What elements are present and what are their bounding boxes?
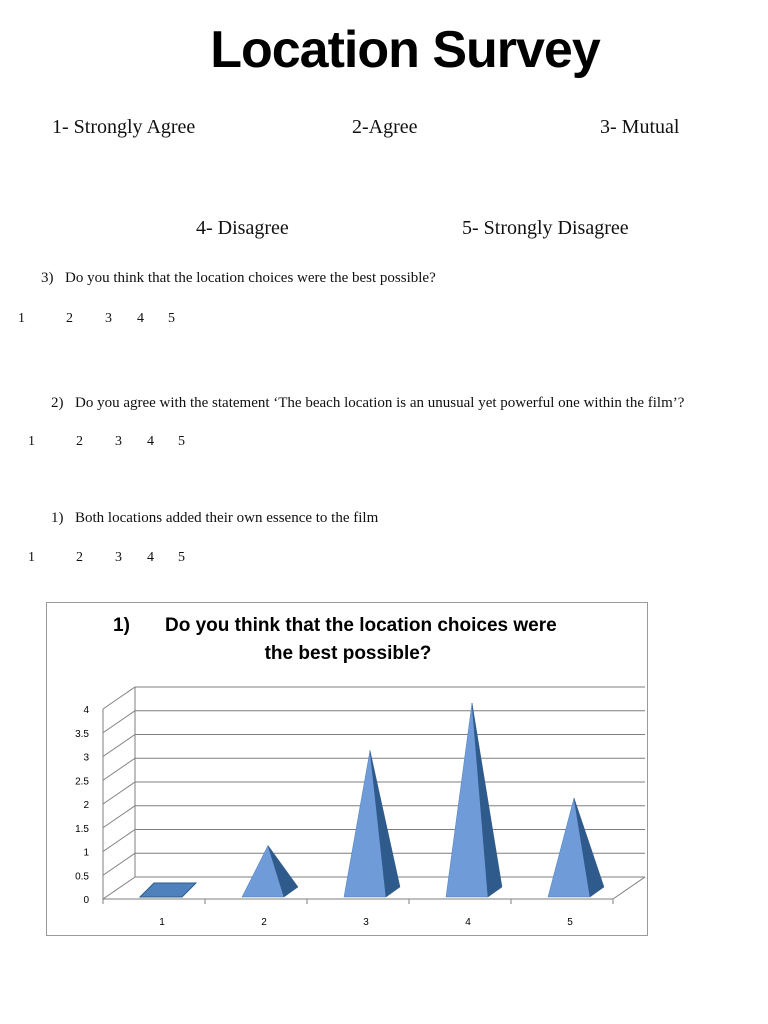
y-tick-label: 4 (83, 705, 89, 716)
rating-option[interactable]: 1 (28, 550, 35, 565)
question-text: Do you think that the location choices were the best possible? (65, 270, 436, 286)
pyramid-chart (47, 603, 647, 935)
gridline-side (103, 853, 135, 875)
y-tick-label: 1.5 (75, 823, 89, 835)
gridline-side (103, 806, 135, 828)
x-tick-label: 1 (159, 917, 165, 928)
y-tick-label: 2 (83, 800, 89, 811)
y-tick-label: 1 (83, 847, 89, 859)
rating-option[interactable]: 3 (115, 550, 122, 565)
chart-title-line1: Do you think that the location choices were (165, 615, 557, 636)
chart-container (46, 602, 648, 936)
gridline-side (103, 711, 135, 733)
rating-option[interactable]: 4 (147, 550, 154, 565)
page-title: Location Survey (210, 21, 600, 79)
scale-mutual: 3- Mutual (600, 116, 680, 138)
rating-option[interactable]: 1 (28, 434, 35, 449)
rating-option[interactable]: 2 (76, 434, 83, 449)
gridline-side (103, 877, 135, 899)
scale-strongly-agree: 1- Strongly Agree (52, 116, 196, 138)
y-tick-label: 2.5 (75, 776, 89, 788)
question-item (51, 395, 684, 412)
question-text: Both locations added their own essence to the film (75, 510, 379, 526)
x-tick-label: 4 (465, 917, 471, 928)
x-tick-label: 3 (363, 917, 369, 928)
rating-option[interactable]: 5 (168, 311, 175, 326)
gridline-side (103, 687, 135, 709)
question-number: 1) (51, 510, 64, 526)
rating-option[interactable]: 3 (115, 434, 122, 449)
scale-agree: 2-Agree (352, 116, 418, 138)
rating-option[interactable]: 1 (18, 311, 25, 326)
gridline-side (103, 782, 135, 804)
rating-option[interactable]: 2 (66, 311, 73, 326)
y-tick-label: 0.5 (75, 871, 89, 883)
gridline-side (103, 758, 135, 780)
scale-disagree: 4- Disagree (196, 217, 289, 239)
rating-option[interactable]: 4 (137, 311, 144, 326)
question-number: 2) (51, 395, 64, 411)
x-tick-label: 5 (567, 917, 573, 928)
rating-option[interactable]: 5 (178, 434, 185, 449)
chart-title-number: 1) (113, 615, 130, 636)
y-tick-label: 3 (83, 752, 89, 764)
gridline-side (103, 735, 135, 757)
gridline-side (103, 830, 135, 852)
question-item (51, 510, 378, 527)
x-tick-label: 2 (261, 917, 267, 928)
rating-option[interactable]: 4 (147, 434, 154, 449)
question-number: 3) (41, 270, 54, 286)
pyramid-bar-flat (140, 883, 196, 897)
y-tick-label: 3.5 (75, 728, 89, 740)
question-text: Do you agree with the statement ‘The beach location is an unusual yet powerful one within the film’? (75, 395, 685, 411)
chart-title-line2: the best possible? (264, 643, 432, 664)
scale-strongly-disagree: 5- Strongly Disagree (462, 217, 629, 239)
y-tick-label: 0 (83, 895, 89, 906)
question-item (41, 270, 436, 287)
rating-option[interactable]: 3 (105, 311, 112, 326)
floor-right-edge (613, 877, 645, 899)
rating-option[interactable]: 5 (178, 550, 185, 565)
rating-option[interactable]: 2 (76, 550, 83, 565)
